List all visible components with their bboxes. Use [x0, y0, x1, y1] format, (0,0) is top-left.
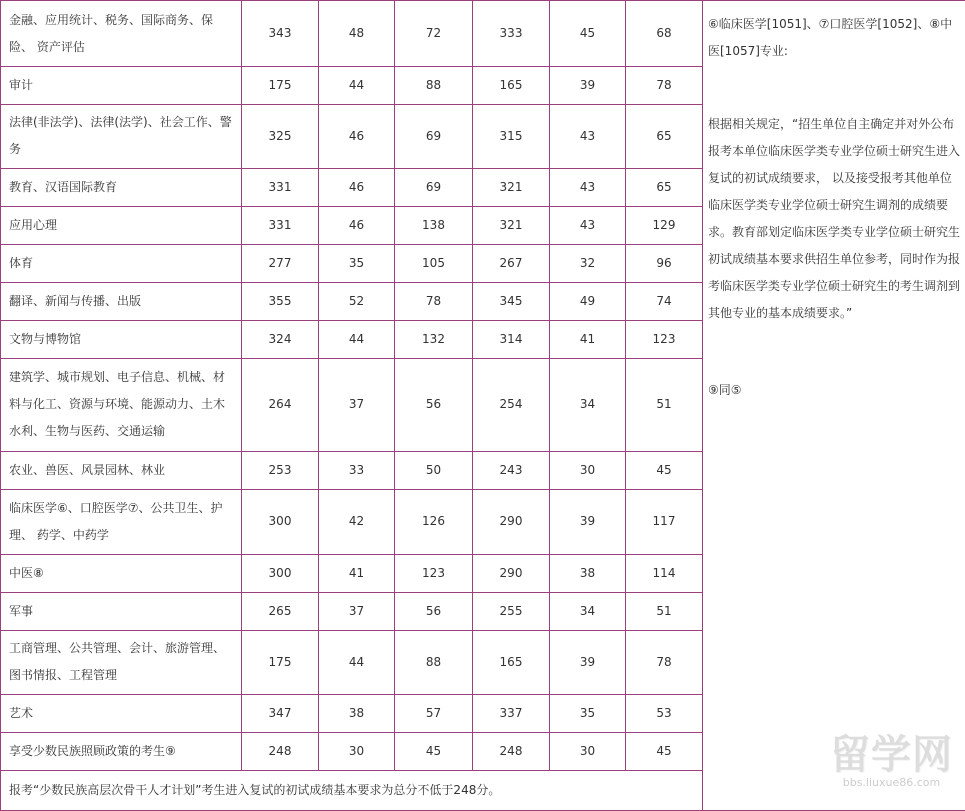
score-cell: 254: [473, 359, 550, 451]
category-cell: 审计: [1, 67, 242, 105]
score-cell: 337: [473, 694, 550, 732]
score-cell: 132: [395, 321, 473, 359]
score-cell: 69: [395, 168, 473, 206]
score-cell: 321: [473, 206, 550, 244]
note-paragraph-1: ⑥临床医学[1051]、⑦口腔医学[1052]、⑧中医[1057]专业:: [708, 17, 953, 58]
category-cell: 享受少数民族照顾政策的考生⑨: [1, 732, 242, 770]
score-cell: 50: [395, 451, 473, 489]
score-cell: 248: [242, 732, 319, 770]
score-cell: 331: [242, 168, 319, 206]
category-cell: 应用心理: [1, 206, 242, 244]
score-cell: 300: [242, 555, 319, 593]
score-table-body: [1, 1, 965, 811]
score-cell: 175: [242, 67, 319, 105]
score-cell: 314: [473, 321, 550, 359]
score-cell: 78: [626, 631, 703, 694]
score-cell: 126: [395, 489, 473, 554]
category-cell: 艺术: [1, 694, 242, 732]
score-cell: 325: [242, 105, 319, 168]
score-cell: 69: [395, 105, 473, 168]
score-cell: 45: [550, 1, 626, 67]
score-cell: 39: [550, 67, 626, 105]
category-cell: 教育、汉语国际教育: [1, 168, 242, 206]
notes-cell: [703, 1, 965, 811]
score-cell: 46: [319, 105, 395, 168]
score-cell: 165: [473, 631, 550, 694]
score-cell: 129: [626, 206, 703, 244]
score-cell: 65: [626, 168, 703, 206]
score-cell: 43: [550, 206, 626, 244]
score-cell: 123: [626, 321, 703, 359]
score-cell: 123: [395, 555, 473, 593]
score-cell: 65: [626, 105, 703, 168]
score-cell: 44: [319, 67, 395, 105]
score-cell: 267: [473, 244, 550, 282]
score-cell: 277: [242, 244, 319, 282]
score-cell: 43: [550, 105, 626, 168]
score-cell: 138: [395, 206, 473, 244]
score-cell: 300: [242, 489, 319, 554]
score-cell: 78: [395, 283, 473, 321]
score-cell: 56: [395, 359, 473, 451]
note-spacer: [708, 327, 961, 377]
category-cell: 军事: [1, 593, 242, 631]
category-cell: 文物与博物馆: [1, 321, 242, 359]
category-cell: 建筑学、城市规划、电子信息、机械、材料与化工、资源与环境、能源动力、土木水利、生物与医药、交通运输: [1, 359, 242, 451]
score-cell: 72: [395, 1, 473, 67]
score-cell: 44: [319, 631, 395, 694]
score-cell: 37: [319, 593, 395, 631]
score-cell: 321: [473, 168, 550, 206]
score-cell: 34: [550, 593, 626, 631]
category-cell: 中医⑧: [1, 555, 242, 593]
score-cell: 175: [242, 631, 319, 694]
score-cell: 30: [319, 732, 395, 770]
score-cell: 290: [473, 489, 550, 554]
score-cell: 96: [626, 244, 703, 282]
watermark-url: bbs.liuxue86.com: [842, 776, 941, 789]
score-cell: 45: [395, 732, 473, 770]
score-cell: 114: [626, 555, 703, 593]
score-cell: 105: [395, 244, 473, 282]
score-cell: 46: [319, 168, 395, 206]
note-paragraph-2: 根据相关规定，“招生单位自主确定并对外公布报考本单位临床医学类专业学位硕士研究生进入复试的初试成绩要求， 以及接受报考其他单位临床医学类专业学位硕士研究生调剂的成绩要求。教育部划定临床医学类专业学位硕士研究生初试成绩基本要求供招生单位参考，同时作为报考临床医学类专业学位硕士研究生的考生调剂到其他专业的基本成绩要求。”: [708, 117, 961, 320]
score-cell: 33: [319, 451, 395, 489]
score-cell: 51: [626, 359, 703, 451]
score-cell: 48: [319, 1, 395, 67]
score-cell: 265: [242, 593, 319, 631]
score-cell: 78: [626, 67, 703, 105]
score-cell: 32: [550, 244, 626, 282]
score-cell: 290: [473, 555, 550, 593]
score-cell: 35: [319, 244, 395, 282]
score-cell: 44: [319, 321, 395, 359]
score-cell: 88: [395, 631, 473, 694]
score-cell: 345: [473, 283, 550, 321]
score-cell: 30: [550, 732, 626, 770]
category-cell: 法律(非法学)、法律(法学)、社会工作、警务: [1, 105, 242, 168]
score-cell: 42: [319, 489, 395, 554]
score-cell: 315: [473, 105, 550, 168]
score-cell: 52: [319, 283, 395, 321]
score-cell: 264: [242, 359, 319, 451]
score-cell: 46: [319, 206, 395, 244]
score-cell: 243: [473, 451, 550, 489]
score-cell: 57: [395, 694, 473, 732]
score-cell: 41: [319, 555, 395, 593]
score-cell: 117: [626, 489, 703, 554]
category-cell: 金融、应用统计、税务、国际商务、保险、 资产评估: [1, 1, 242, 67]
category-cell: 翻译、新闻与传播、出版: [1, 283, 242, 321]
score-cell: 37: [319, 359, 395, 451]
score-cell: 324: [242, 321, 319, 359]
score-cell: 248: [473, 732, 550, 770]
score-cell: 355: [242, 283, 319, 321]
note-spacer: [708, 65, 961, 111]
footer-note: 报考“少数民族高层次骨干人才计划”考生进入复试的初试成绩基本要求为总分不低于248分。: [1, 770, 703, 810]
score-cell: 45: [626, 732, 703, 770]
score-cell: 35: [550, 694, 626, 732]
category-cell: 工商管理、公共管理、会计、旅游管理、图书情报、工程管理: [1, 631, 242, 694]
watermark-logo: 留学网: [830, 732, 953, 778]
score-cell: 74: [626, 283, 703, 321]
score-cell: 43: [550, 168, 626, 206]
score-cell: 51: [626, 593, 703, 631]
score-cell: 343: [242, 1, 319, 67]
score-cell: 38: [319, 694, 395, 732]
score-cell: 255: [473, 593, 550, 631]
category-cell: 农业、兽医、风景园林、林业: [1, 451, 242, 489]
score-cell: 68: [626, 1, 703, 67]
score-cell: 347: [242, 694, 319, 732]
score-cell: 53: [626, 694, 703, 732]
score-cell: 30: [550, 451, 626, 489]
score-cell: 39: [550, 489, 626, 554]
score-cell: 39: [550, 631, 626, 694]
score-cell: 331: [242, 206, 319, 244]
score-cell: 165: [473, 67, 550, 105]
score-cell: 253: [242, 451, 319, 489]
score-cell: 49: [550, 283, 626, 321]
note-paragraph-3: ⑨同⑤: [708, 383, 742, 397]
category-cell: 体育: [1, 244, 242, 282]
score-cell: 45: [626, 451, 703, 489]
score-cell: 56: [395, 593, 473, 631]
table-row: [1, 1, 965, 67]
score-cell: 41: [550, 321, 626, 359]
score-cell: 38: [550, 555, 626, 593]
score-cell: 34: [550, 359, 626, 451]
score-cell: 333: [473, 1, 550, 67]
category-cell: 临床医学⑥、口腔医学⑦、公共卫生、护理、 药学、中药学: [1, 489, 242, 554]
score-cell: 88: [395, 67, 473, 105]
